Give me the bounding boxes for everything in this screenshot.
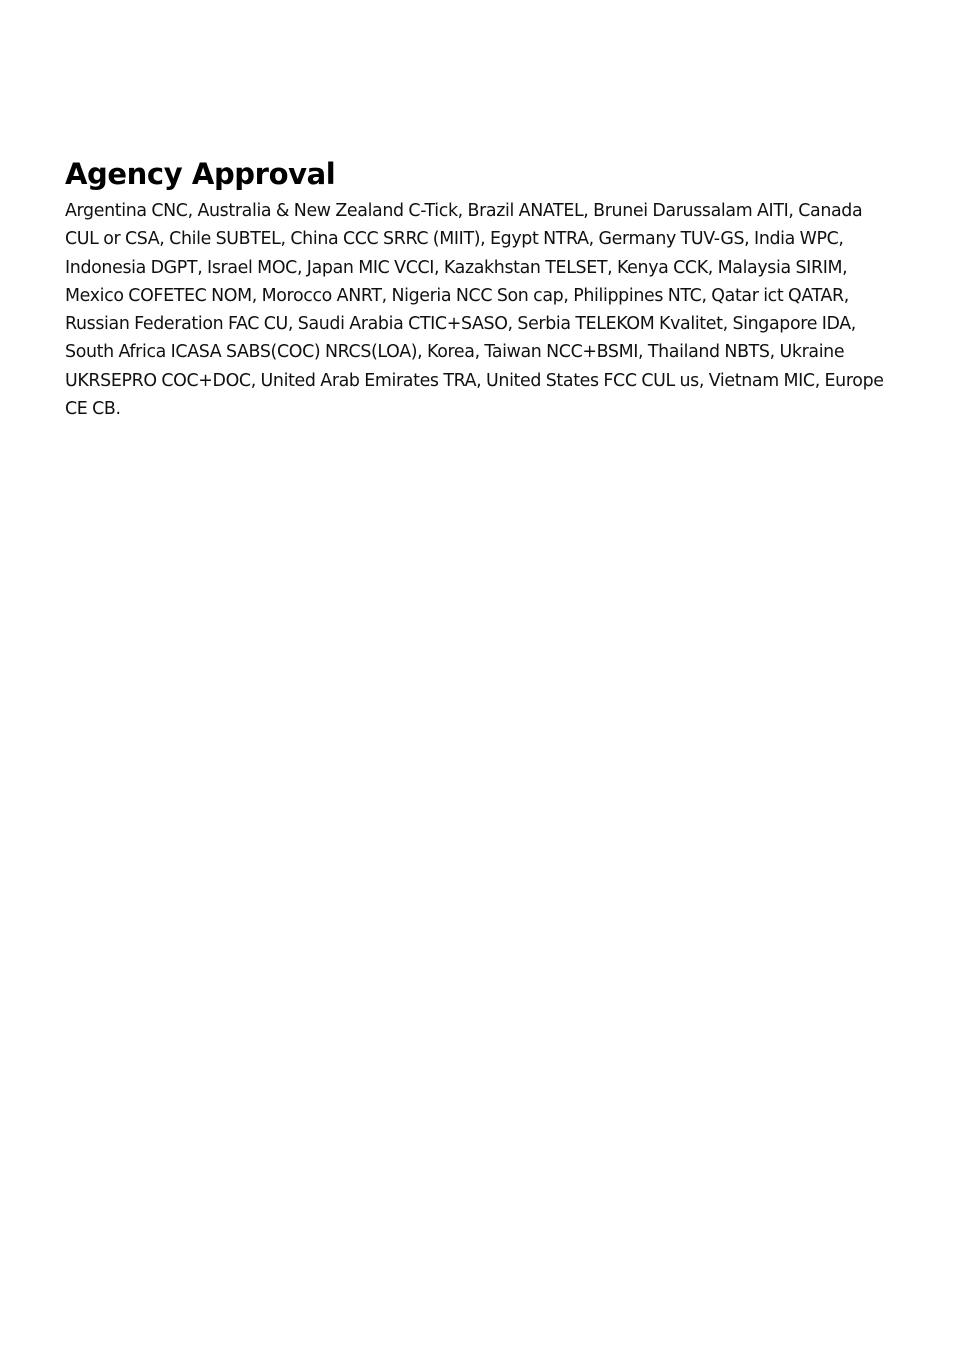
section-heading: Agency Approval — [65, 157, 336, 191]
section-body-text: Argentina CNC, Australia & New Zealand C-Tick, Brazil ANATEL, Brunei Darussalam AITI, Canada CUL or CSA, Chile SUBTEL, China CCC SRRC (MIIT), Egypt NTRA, Germany TUV-GS, India WPC, Indonesia DGPT, Israel MOC, Japan MIC VCCI, Kazakhstan TELSET, Kenya CCK, Malaysia SIRIM, Mexico COFETEC NOM, Morocco ANRT, Nigeria NCC Son cap, Philippines NTC, Qatar ict QATAR, Russian Federation FAC CU, Saudi Arabia CTIC+SASO, Serbia TELEKOM Kvalitet, Singapore IDA, South Africa ICASA SABS(COC) NRCS(LOA), Korea, Taiwan NCC+BSMI, Thailand NBTS, Ukraine UKRSEPRO COC+DOC, United Arab Emirates TRA, United States FCC CUL us, Vietnam MIC, Europe CE CB. — [65, 201, 884, 420]
agency-approval-section — [65, 155, 895, 423]
